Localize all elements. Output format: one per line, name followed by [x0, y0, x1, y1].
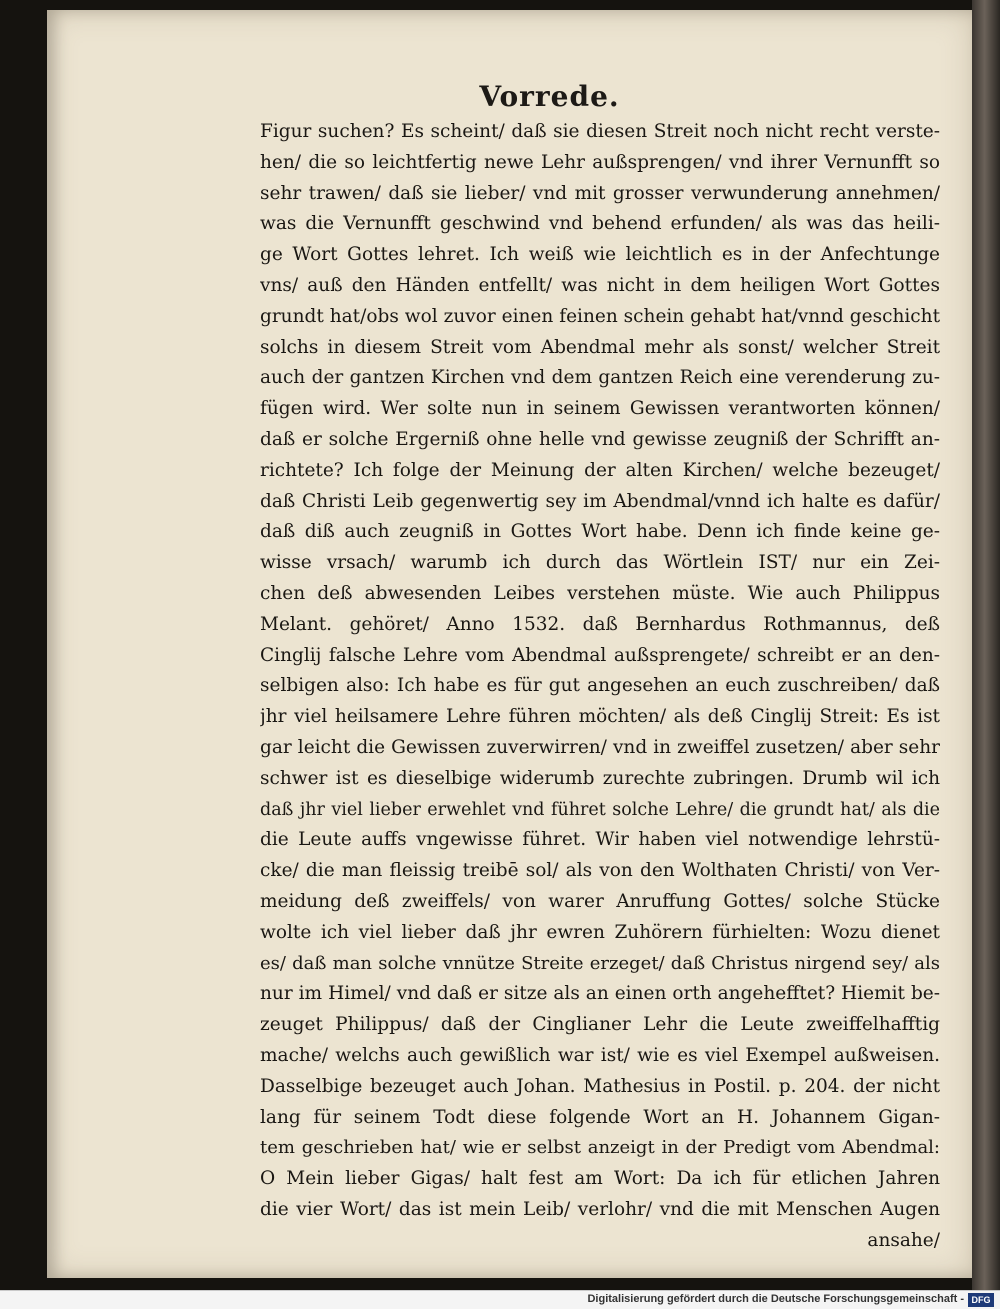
text-line: O Mein lieber Gigas/ halt fest am Wort: Da ich für etlichen Jahren	[260, 1168, 940, 1190]
footer-bar	[0, 1290, 1000, 1309]
text-line: daß Christi Leib gegenwertig sey im Abendmal/vnnd ich halte es dafür/	[260, 490, 940, 512]
text-line: grundt hat/obs wol zuvor einen feinen schein gehabt hat/vnnd geschicht	[260, 305, 940, 327]
text-line: die vier Wort/ das ist mein Leib/ verlohr/ vnd die mit Menschen Augen	[260, 1198, 940, 1220]
text-line: lang für seinem Todt diese folgende Wort an H. Johannem Gigan-	[260, 1106, 940, 1128]
text-line: schwer ist es dieselbige widerumb zurechte zubringen. Drumb wil ich	[260, 767, 940, 789]
text-line: sehr trawen/ daß sie lieber/ vnd mit grosser verwunderung annehmen/	[260, 182, 940, 204]
text-line: gar leicht die Gewissen zuverwirren/ vnd in zweiffel zusetzen/ aber sehr	[260, 736, 940, 758]
text-line: nur im Himel/ vnd daß er sitze als an einen orth angehefftet? Hiemit be-	[260, 983, 940, 1005]
text-line: daß jhr viel lieber erwehlet vnd führet solche Lehre/ die grundt hat/ als die	[260, 799, 940, 820]
text-line: Melant. gehöret/ Anno 1532. daß Bernhardus Rothmannus, deß	[260, 613, 940, 635]
running-title: Vorrede.	[479, 80, 620, 113]
text-line: wisse vrsach/ warumb ich durch das Wörtlein IST/ nur ein Zei-	[260, 552, 940, 574]
text-block	[260, 117, 940, 1256]
text-line: jhr viel heilsamere Lehre führen möchten/ als deß Cinglij Streit: Es ist	[260, 706, 940, 728]
book-page	[47, 10, 972, 1278]
funding-notice: Digitalisierung gefördert durch die Deutsche Forschungsgemeinschaft -	[587, 1293, 964, 1305]
text-line: chen deß abwesenden Leibes verstehen müste. Wie auch Philippus	[260, 582, 940, 604]
text-line: Cinglij falsche Lehre vom Abendmal außsprengete/ schreibt er an den-	[260, 644, 940, 666]
page-header	[47, 80, 972, 113]
text-line: richtete? Ich folge der Meinung der alten Kirchen/ welche bezeuget/	[260, 459, 940, 481]
text-line: daß er solche Ergerniß ohne helle vnd gewisse zeugniß der Schrifft an-	[260, 428, 940, 450]
text-line: hen/ die so leichtfertig newe Lehr außsprengen/ vnd ihrer Vernunfft so	[260, 151, 940, 173]
text-line: Figur suchen? Es scheint/ daß sie diesen Streit noch nicht recht verste-	[260, 121, 940, 142]
text-line: die Leute auffs vngewisse führet. Wir haben viel notwendige lehrstü-	[260, 829, 940, 851]
text-line: vns/ auß den Händen entfellt/ was nicht in dem heiligen Wort Gottes	[260, 274, 940, 296]
text-line: fügen wird. Wer solte nun in seinem Gewissen verantworten können/	[260, 398, 940, 420]
text-line: mache/ welchs auch gewißlich war ist/ wie es viel Exempel außweisen.	[260, 1044, 940, 1066]
text-line: Dasselbige bezeuget auch Johan. Mathesius in Postil. p. 204. der nicht	[260, 1075, 940, 1097]
text-line: wolte ich viel lieber daß jhr ewren Zuhörern fürhielten: Wozu dienet	[260, 921, 940, 943]
text-line: zeuget Philippus/ daß der Cinglianer Lehr die Leute zweiffelhafftig	[260, 1014, 940, 1036]
text-line: tem geschrieben hat/ wie er selbst anzeigt in der Predigt vom Abendmal:	[260, 1137, 940, 1159]
text-line: es/ daß man solche vnnütze Streite erzeget/ daß Christus nirgend sey/ als	[260, 952, 940, 974]
text-line: selbigen also: Ich habe es für gut angesehen an euch zuschreiben/ daß	[260, 675, 940, 697]
text-line: daß diß auch zeugniß in Gottes Wort habe. Denn ich finde keine ge-	[260, 521, 940, 543]
dfg-logo: DFG	[968, 1293, 994, 1307]
book-edge	[972, 0, 1000, 1290]
text-line: ge Wort Gottes lehret. Ich weiß wie leichtlich es in der Anfechtunge	[260, 244, 940, 266]
text-line: ansahe/	[867, 1229, 940, 1251]
text-line: solchs in diesem Streit vom Abendmal mehr als sonst/ welcher Streit	[260, 336, 940, 358]
text-line: cke/ die man fleissig treibē sol/ als von den Wolthaten Christi/ von Ver-	[260, 860, 940, 882]
text-line: auch der gantzen Kirchen vnd dem gantzen Reich eine verenderung zu-	[260, 367, 940, 389]
text-line: meidung deß zweiffels/ von warer Anruffung Gottes/ solche Stücke	[260, 890, 940, 912]
text-line: was die Vernunfft geschwind vnd behend erfunden/ als was das heili-	[260, 213, 940, 235]
